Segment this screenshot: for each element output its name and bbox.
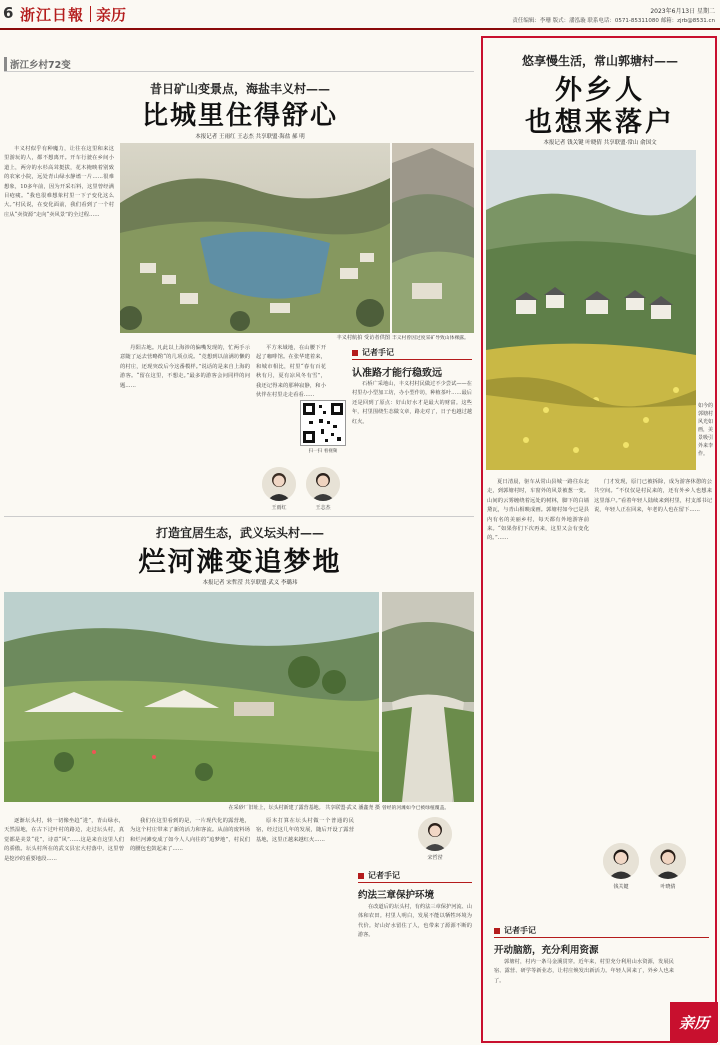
story1-note-head <box>352 347 394 358</box>
masthead-rule <box>0 28 720 30</box>
note-marker-icon <box>494 928 500 934</box>
footer-logo: 亲历 <box>678 1013 709 1032</box>
qr-label: 扫一扫 看视频 <box>308 449 338 454</box>
story2-note-text: 在改道后的坛头村，有约法三章保护河流、山体和农田。村里人明白，发展不能以牺牲环境为代价。好山好水留住了人，也带来了源源不断的游客。 <box>358 904 472 939</box>
story2-headline: 烂河滩变追梦地 <box>138 547 342 578</box>
note-marker-icon <box>352 350 358 356</box>
right-author2-avatar <box>650 843 686 879</box>
right-note-head <box>494 925 536 936</box>
story2-caption-a: 在采砂厂旧址上，坛头村新建了露营基地。 共享联盟·武义 潘鑫尧 摄 <box>228 805 380 811</box>
contact-line: 责任编辑：李珊 版式：潘泓璇 联系电话：0571-85311080 邮箱：zjrb@8531.cn <box>512 18 715 24</box>
paper-logo: 浙江日報 <box>20 6 85 24</box>
right-headline-1: 外乡人 <box>555 75 645 106</box>
story1-caption-b: 丰义村曾因过度采矿导致山体裸露。 <box>392 336 469 341</box>
right-photo-caption: 如今的郭塘村风光如画，美景吸引外来李作。 <box>698 403 714 457</box>
right-note-head-label: 记者手记 <box>504 926 536 935</box>
story1-kicker: 昔日矿山变景点，海盐丰义村—— <box>149 82 330 96</box>
story1-byline: 本报记者 王雨红 王志杰 共享联盟·海盐 郝 明 <box>195 134 305 140</box>
story2-note-head-label: 记者手记 <box>368 871 400 880</box>
footer-logo-badge <box>670 1002 718 1042</box>
story1-note-head-label: 记者手记 <box>362 348 394 357</box>
column-tag: 浙江乡村72变 <box>4 57 71 71</box>
column-tag-rule <box>4 71 474 72</box>
section-title: 亲历 <box>96 6 127 24</box>
story1-note-rule <box>352 359 472 360</box>
right-note-text: 郭塘村，村内一条马金溪贯穿。近年来，村里充分利用山水资源，发展民宿、露营、研学等新业态，让村庄焕发出新活力。年轻人回来了，外乡人也来了。 <box>494 959 674 984</box>
qr-code[interactable] <box>300 400 346 446</box>
story1-caption-a: 丰义村航拍 受访者供图 <box>336 335 390 341</box>
story2-camp-photo <box>4 592 379 802</box>
story1-text-col3: 平方米域地，在山腰下开起了咖啡馆。在张华建着来，和城市相比，村里“春有百花秋有月，夏有凉风冬有雪”，我还记得来的那种寂静，和小伙伴在村里走走看看…… <box>256 345 326 399</box>
author1-name: 王雨红 <box>271 505 287 511</box>
story1-mine-photo <box>392 143 474 333</box>
right-village-photo <box>486 150 696 470</box>
right-note-title: 开动脑筋，充分利用资源 <box>494 945 599 956</box>
story1-aerial-photo <box>120 143 390 333</box>
story2-text-col2: 我们在这里看到的是，一片现代化的露营地，为这个村庄带来了新的活力和客流。从前的废料场和烂河滩变成了如今人人向往的“追梦地”，村民们的腰包也鼓起来了…… <box>130 818 250 853</box>
right-author2-name: 叶晓倩 <box>660 884 676 890</box>
story2-author-name: 宋哲滢 <box>427 855 443 861</box>
story1-text-col1: 丰义村似乎有种魔力，让往在这里和来这里游玩的人，都不想离开。开车行驶在乡间小道上，两旁的水杉高耸挺拔，花木掩映着别致的农家小院，远处青山绿水静谧一片……很难想象，10多年前，因为开采石料，这里曾经满目疮痍。“我也很难想象村里一下子变化这么大。”村民说，在变化面前，我们看到了一个村庄从“卖资源”走向“卖风景”的全过程…… <box>4 146 114 218</box>
story1-note-title: 认准路才能行稳致远 <box>352 368 442 379</box>
story2-text-col1: 逐渐坛头村，转一切像坐趋“进”，青山绿水，天然湿地，在古下过叶村的路边，走过坛头村，真觉都是美景“花”，诗意“风”……这是来自这里人们的骄傲。坛头村所在的武义县宏大村落中，这里曾是挖沙的重要地段…… <box>4 818 124 862</box>
section-divider <box>90 6 91 22</box>
right-text-col2: 门才发现，原门已被拆除，成为游客休憩的公共空间。“不仅仅是村民来的，还有外乡人也想来这里落户。”看着年轻人陆续来到村里，村支部书记说，年轻人正在回来，年老的人也在留下…… <box>594 479 712 514</box>
story2-text-col3: 原本打算在坛头村做一个普通的民宿，经过这几年的发展，随后开设了露营基地，这里正越来越红火…… <box>256 818 354 843</box>
right-text-col1: 夏日清晨，驱车从常山县城一路往东北走，到郭塘村时，车窗外的风景被葱一变。山间的云雾缠绕着远处的树林，脚下的白墙黛瓦，与青山相映成画。郭塘村如今已是县内有名的美丽乡村，每天都有外地游客前来。“如果你们下次再来，这里又会有变化的。”…… <box>487 479 589 542</box>
note-marker-icon <box>358 873 364 879</box>
story2-note-head <box>358 870 400 881</box>
story2-kicker: 打造宜居生态，武义坛头村—— <box>155 526 324 540</box>
author2-avatar <box>306 467 340 501</box>
story1-note-text: 石桥广采地山，丰义村村民做过不少尝试——在村里办小型加工坊，办小型作坊，种植茶叶……最后还是回到了原点：好山好水才是最大的财富。这些年，村里围绕生态做文章，路走对了，日子也越过越红火。 <box>352 381 472 425</box>
story2-caption-b: 曾经的河滩如今已被绿植覆盖。 <box>382 806 450 811</box>
date-line: 2023年6月13日 星期二 <box>650 8 715 15</box>
right-author1-avatar <box>603 843 639 879</box>
story2-byline: 本报记者 宋哲滢 共享联盟·武义 李璐玮 <box>202 580 298 586</box>
masthead <box>0 0 720 30</box>
story2-note-title: 约法三章保护环境 <box>358 890 435 901</box>
story1-headline: 比城里住得舒心 <box>141 101 338 131</box>
story1-text-col2: 丹阳古地。凡此以上海涉的偏嘴发现的，忙两手示意随了运去营略酌“的几项点说。“竞想到以前满坊懒的的村庄，还现突改后今这番模样。”说话的是来自上海的游客。“留在这里，不想走。”最多的游客会问同样的问题…… <box>120 345 250 389</box>
story-divider <box>4 516 474 517</box>
right-author1-name: 钱关键 <box>613 884 629 890</box>
right-note-rule <box>494 937 709 938</box>
story2-river-photo <box>382 592 474 802</box>
story2-note-rule <box>358 882 472 883</box>
right-kicker: 悠享慢生活，常山郭塘村—— <box>521 54 678 68</box>
right-byline: 本报记者 钱关键 叶晓倩 共享联盟·常山 俞国文 <box>543 140 657 146</box>
page-number: 6 <box>3 4 14 22</box>
story2-author-avatar <box>418 817 452 851</box>
author1-avatar <box>262 467 296 501</box>
author2-name: 王志杰 <box>315 505 331 511</box>
right-headline-2: 也想来落户 <box>525 107 675 138</box>
